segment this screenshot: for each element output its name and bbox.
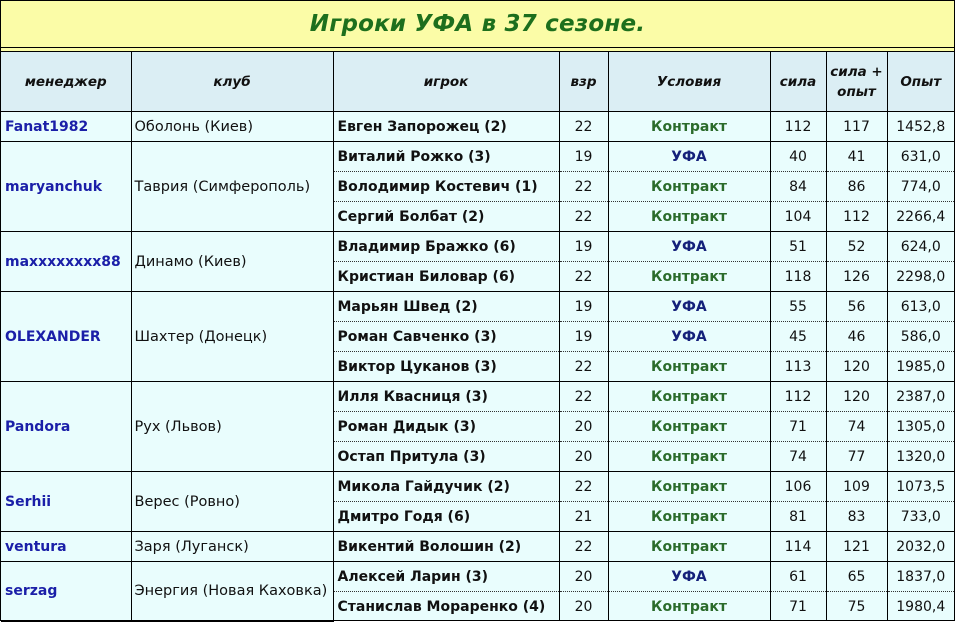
- experience-cell: 2387,0: [887, 382, 954, 412]
- header-manager: менеджер: [1, 52, 131, 112]
- header-player: игрок: [333, 52, 559, 112]
- player-name: Илля Квасниця (3): [333, 382, 559, 412]
- player-name: Дмитро Годя (6): [333, 502, 559, 532]
- conditions-cell: Контракт: [608, 112, 770, 142]
- strength-exp-cell: 109: [826, 472, 887, 502]
- player-name: Викентий Волошин (2): [333, 532, 559, 562]
- experience-cell: 1452,8: [887, 112, 954, 142]
- strength-exp-cell: 86: [826, 172, 887, 202]
- age-cell: 19: [559, 142, 608, 172]
- strength-cell: 112: [770, 382, 826, 412]
- player-name: Сергий Болбат (2): [333, 202, 559, 232]
- player-name: Марьян Швед (2): [333, 292, 559, 322]
- conditions-cell: УФА: [608, 292, 770, 322]
- experience-cell: 733,0: [887, 502, 954, 532]
- strength-exp-cell: 75: [826, 592, 887, 622]
- player-name: Виталий Рожко (3): [333, 142, 559, 172]
- strength-exp-cell: 126: [826, 262, 887, 292]
- age-cell: 20: [559, 412, 608, 442]
- experience-cell: 631,0: [887, 142, 954, 172]
- experience-cell: 2266,4: [887, 202, 954, 232]
- table-row: [1, 112, 954, 142]
- player-name: Остап Притула (3): [333, 442, 559, 472]
- age-cell: 22: [559, 172, 608, 202]
- conditions-cell: Контракт: [608, 382, 770, 412]
- strength-exp-cell: 52: [826, 232, 887, 262]
- header-conditions: Условия: [608, 52, 770, 112]
- strength-exp-cell: 117: [826, 112, 887, 142]
- table-row: [1, 562, 954, 592]
- player-name: Володимир Костевич (1): [333, 172, 559, 202]
- strength-cell: 71: [770, 592, 826, 622]
- age-cell: 22: [559, 382, 608, 412]
- header-experience: Опыт: [887, 52, 954, 112]
- player-name: Микола Гайдучик (2): [333, 472, 559, 502]
- strength-exp-cell: 74: [826, 412, 887, 442]
- experience-cell: 1980,4: [887, 592, 954, 622]
- strength-cell: 45: [770, 322, 826, 352]
- header-age: взр: [559, 52, 608, 112]
- header-row: [1, 52, 954, 112]
- strength-cell: 112: [770, 112, 826, 142]
- manager-cell: ventura: [1, 532, 131, 562]
- player-name: Станислав Мораренко (4): [333, 592, 559, 622]
- age-cell: 22: [559, 262, 608, 292]
- player-name: Кристиан Биловар (6): [333, 262, 559, 292]
- table-row: [1, 292, 954, 322]
- age-cell: 22: [559, 352, 608, 382]
- strength-cell: 74: [770, 442, 826, 472]
- header-club: клуб: [131, 52, 333, 112]
- table-row: [1, 382, 954, 412]
- conditions-cell: Контракт: [608, 352, 770, 382]
- title-bar: [1, 1, 954, 48]
- strength-cell: 104: [770, 202, 826, 232]
- strength-cell: 106: [770, 472, 826, 502]
- conditions-cell: Контракт: [608, 472, 770, 502]
- manager-cell: serzag: [1, 562, 131, 622]
- strength-exp-cell: 56: [826, 292, 887, 322]
- player-name: Роман Савченко (3): [333, 322, 559, 352]
- strength-exp-cell: 65: [826, 562, 887, 592]
- age-cell: 22: [559, 112, 608, 142]
- strength-cell: 114: [770, 532, 826, 562]
- experience-cell: 1320,0: [887, 442, 954, 472]
- experience-cell: 1305,0: [887, 412, 954, 442]
- strength-exp-cell: 120: [826, 352, 887, 382]
- age-cell: 20: [559, 562, 608, 592]
- club-cell: Оболонь (Киев): [131, 112, 333, 142]
- club-cell: Верес (Ровно): [131, 472, 333, 532]
- age-cell: 19: [559, 292, 608, 322]
- conditions-cell: Контракт: [608, 532, 770, 562]
- strength-cell: 55: [770, 292, 826, 322]
- experience-cell: 613,0: [887, 292, 954, 322]
- strength-exp-cell: 77: [826, 442, 887, 472]
- experience-cell: 2032,0: [887, 532, 954, 562]
- club-cell: Таврия (Симферополь): [131, 142, 333, 232]
- strength-cell: 118: [770, 262, 826, 292]
- age-cell: 22: [559, 532, 608, 562]
- experience-cell: 1837,0: [887, 562, 954, 592]
- header-strength-plus-exp: сила + опыт: [826, 52, 887, 112]
- manager-cell: Fanat1982: [1, 112, 131, 142]
- header-strength: сила: [770, 52, 826, 112]
- experience-cell: 624,0: [887, 232, 954, 262]
- strength-exp-cell: 46: [826, 322, 887, 352]
- conditions-cell: УФА: [608, 232, 770, 262]
- age-cell: 22: [559, 472, 608, 502]
- strength-exp-cell: 120: [826, 382, 887, 412]
- table-row: [1, 232, 954, 262]
- age-cell: 19: [559, 232, 608, 262]
- manager-cell: Serhii: [1, 472, 131, 532]
- conditions-cell: УФА: [608, 322, 770, 352]
- player-name: Роман Дидык (3): [333, 412, 559, 442]
- player-name: Евген Запорожец (2): [333, 112, 559, 142]
- strength-cell: 81: [770, 502, 826, 532]
- page-title: Игроки УФА в 37 сезоне.: [309, 11, 646, 37]
- manager-cell: Pandora: [1, 382, 131, 472]
- experience-cell: 2298,0: [887, 262, 954, 292]
- player-name: Виктор Цуканов (3): [333, 352, 559, 382]
- conditions-cell: УФА: [608, 562, 770, 592]
- conditions-cell: УФА: [608, 142, 770, 172]
- experience-cell: 586,0: [887, 322, 954, 352]
- experience-cell: 774,0: [887, 172, 954, 202]
- age-cell: 19: [559, 322, 608, 352]
- strength-exp-cell: 112: [826, 202, 887, 232]
- conditions-cell: Контракт: [608, 202, 770, 232]
- strength-cell: 40: [770, 142, 826, 172]
- conditions-cell: Контракт: [608, 502, 770, 532]
- conditions-cell: Контракт: [608, 592, 770, 622]
- players-table: [1, 52, 954, 622]
- conditions-cell: Контракт: [608, 262, 770, 292]
- conditions-cell: Контракт: [608, 172, 770, 202]
- table-row: [1, 532, 954, 562]
- conditions-cell: Контракт: [608, 412, 770, 442]
- experience-cell: 1073,5: [887, 472, 954, 502]
- club-cell: Энергия (Новая Каховка): [131, 562, 333, 622]
- strength-cell: 113: [770, 352, 826, 382]
- strength-cell: 71: [770, 412, 826, 442]
- age-cell: 22: [559, 202, 608, 232]
- manager-cell: OLEXANDER: [1, 292, 131, 382]
- age-cell: 20: [559, 592, 608, 622]
- experience-cell: 1985,0: [887, 352, 954, 382]
- player-name: Владимир Бражко (6): [333, 232, 559, 262]
- club-cell: Динамо (Киев): [131, 232, 333, 292]
- player-name: Алексей Ларин (3): [333, 562, 559, 592]
- manager-cell: maxxxxxxxx88: [1, 232, 131, 292]
- club-cell: Заря (Луганск): [131, 532, 333, 562]
- strength-cell: 61: [770, 562, 826, 592]
- strength-exp-cell: 83: [826, 502, 887, 532]
- conditions-cell: Контракт: [608, 442, 770, 472]
- strength-exp-cell: 121: [826, 532, 887, 562]
- club-cell: Рух (Львов): [131, 382, 333, 472]
- table-body: [1, 112, 954, 622]
- table-row: [1, 142, 954, 172]
- manager-cell: maryanchuk: [1, 142, 131, 232]
- age-cell: 20: [559, 442, 608, 472]
- age-cell: 21: [559, 502, 608, 532]
- strength-cell: 51: [770, 232, 826, 262]
- strength-cell: 84: [770, 172, 826, 202]
- strength-exp-cell: 41: [826, 142, 887, 172]
- table-row: [1, 472, 954, 502]
- club-cell: Шахтер (Донецк): [131, 292, 333, 382]
